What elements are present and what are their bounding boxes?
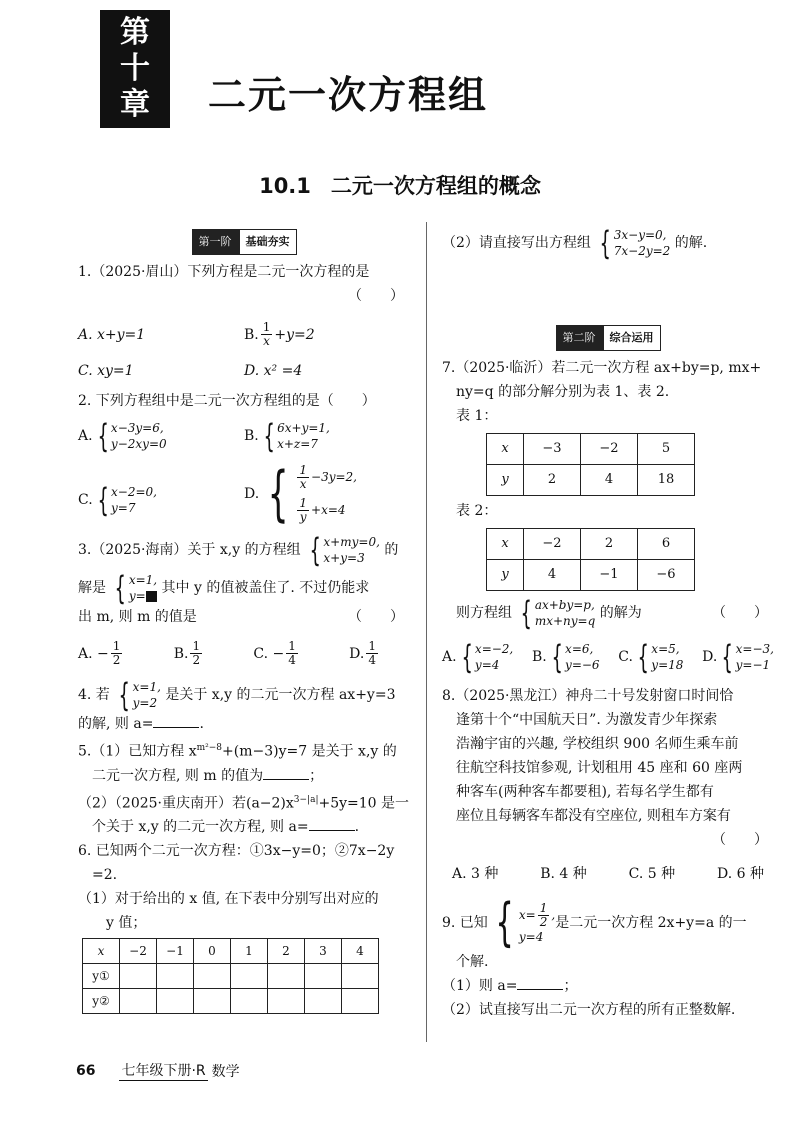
q2-option-b[interactable]: B. { 6x+y=1, x+z=7 [244,417,330,455]
q8-option-b[interactable]: B. 4 种 [540,866,587,882]
chapter-title: 二元一次方程组 [208,73,489,117]
footer-subject: 数学 [211,1063,240,1080]
q2-option-c[interactable]: C. { x−2=0, y=7 [78,481,157,519]
badge-advanced-light: 综合运用 [603,325,661,351]
section-title [0,170,800,200]
q1-option-a[interactable]: A. x+y=1 [78,326,146,343]
section-number: 10.1 [259,174,311,198]
chapter-label-box [100,10,170,128]
question-3: 3.（2025·海南）关于 x,y 的方程组 { x+my=0, x+y=3 的 解是 { x=1, y= 其中 y 的值被盖住了. 不过仍能求 出 m, 则 m 的值是 （ ） A. − $\frac{1}{2}$ B. $\frac{1}{2}$ C. − $\frac{1}{4}$ D. $\frac{1}{4}$ [78,531,404,667]
q1-paren: （ ） [348,288,404,304]
q1-b-fraction: $\frac{1}{x}$ [262,320,271,348]
covered-value-box [146,591,157,602]
badge-basic [78,229,410,255]
section-name: 二元一次方程组的概念 [330,174,541,198]
chapter-char-2: 十 [120,51,150,86]
q7-option-d[interactable]: D. { x=−3, y=−1 [702,638,774,676]
badge-basic-light: 基础夯实 [239,229,297,255]
q2-option-d[interactable]: D. { $\frac{1}{x}$ −3y=2, $\frac{1}{y}$ +x=4 [244,459,357,529]
q3-option-d[interactable]: D. $\frac{1}{4}$ [349,639,376,667]
question-2 [78,390,410,530]
page-footer [76,1060,240,1081]
q2-stem: 2. 下列方程组中是二元一次方程组的是（ ） [78,393,376,409]
q3-option-b[interactable]: B. $\frac{1}{2}$ [173,639,201,667]
q2-option-a[interactable]: A. { x−3y=6, y−2xy=0 [78,417,167,455]
q9-1-answer-blank[interactable] [517,989,563,990]
page-number: 66 [76,1062,96,1079]
q6-row-y2: y② [83,989,379,1014]
q5-1-answer-blank[interactable] [263,779,309,780]
question-1 [78,261,410,388]
question-8: 8.（2025·黑龙江）神舟二十号发射窗口时间恰 逢第十个“中国航天日”. 为激发青少年探索 浩瀚宇宙的兴趣, 学校组织 900 名师生乘车前 往航空科技馆参观, 计划租用 45 座和 60 座两 种客车(两种客车都要租), 若每名学生都有 座位且每辆客车都没有空座位, 则租车方案有 （ ） A. 3 种 B. 4 种 C. 5 种 D. 6 种 [442,685,774,891]
q1-stem: 1.（2025·眉山）下列方程是二元一次方程的是 [78,264,370,280]
badge-advanced [442,325,774,351]
q8-option-d[interactable]: D. 6 种 [716,866,764,882]
badge-advanced-dark: 第二阶 [556,325,603,351]
q6-value-table: x −2 −1 0 1 2 3 4 y① y② [82,938,379,1014]
question-5: 5.（1）已知方程 $x^{m^2-8}+(m-3)y=7$ 是关于 x,y 的 二元一次方程, 则 m 的值为 ； （2）（2025·重庆南开）若$(a-2)x^{3-|a|}+5y=10$ 是一 个关于 x,y 的二元一次方程, 则 a= . [78,743,410,836]
chapter-char-1: 第 [120,15,150,50]
q5-2-answer-blank[interactable] [309,830,355,831]
q8-option-a[interactable]: A. 3 种 [452,866,499,882]
q7-option-c[interactable]: C. { x=5, y=18 [618,638,684,676]
q7-option-a[interactable]: A. { x=−2, y=4 [442,638,514,676]
q6-header-x: x [83,939,120,964]
right-column [442,225,774,1023]
q3-option-c[interactable]: C. − $\frac{1}{4}$ [253,639,296,667]
badge-basic-dark: 第一阶 [192,229,239,255]
q4-answer-blank[interactable] [153,727,199,728]
left-column [78,225,410,1014]
q3-option-a[interactable]: A. − $\frac{1}{2}$ [78,639,121,667]
column-divider [426,222,427,1042]
q1-option-b[interactable]: B. $\frac{1}{x}$ +y=2 [244,320,315,348]
question-9: 9. 已知 { x= $\frac{1}{2}$ , y=4 是二元一次方程 2x+y=a 的一 个解. （1）则 a= ； （2）试直接写出二元一次方程的所有正整数解. [442,893,747,1018]
q6-row-y1: y① [83,964,379,989]
q6-part2: （2）请直接写出方程组 { 3x−y=0, 7x−2y=2 的解. [442,224,708,262]
q1-option-c[interactable]: C. xy=1 [78,363,134,379]
q8-option-c[interactable]: C. 5 种 [628,866,676,882]
footer-book: 七年级下册·R [119,1060,207,1081]
q7-table-2: x −2 2 6 y 4 −1 −6 [486,528,695,591]
question-4: 4. 若 { x=1, y=2 是关于 x,y 的二元一次方程 ax+y=3 的解, 则 a= . [78,676,396,732]
q7-table-1: x −3 −2 5 y 2 4 18 [486,433,695,496]
q1-option-d[interactable]: D. x² =4 [244,363,303,379]
question-7: 7.（2025·临沂）若二元一次方程 ax+by=p, mx+ ny=q 的部分解分别为表 1、表 2. 表 1： x −3 −2 5 y 2 4 18 表 2： x −2 2 6 y 4 −1 −6 则方程组 { ax+by=p, mx+ny=q 的解为 （ ） A. { x=−2, y=4 B. { x=6, y=−6 C. { x=5, y=18 D. { x=−3, y=−1 [442,360,774,676]
chapter-char-3: 章 [120,87,150,122]
q7-option-b[interactable]: B. { x=6, y=−6 [531,638,600,676]
question-6: 6. 已知两个二元一次方程：①3x−y=0；②7x−2y =2. （1）对于给出的 x 值, 在下表中分别写出对应的 y 值； x −2 −1 0 1 2 3 4 y① y② [78,840,410,1014]
